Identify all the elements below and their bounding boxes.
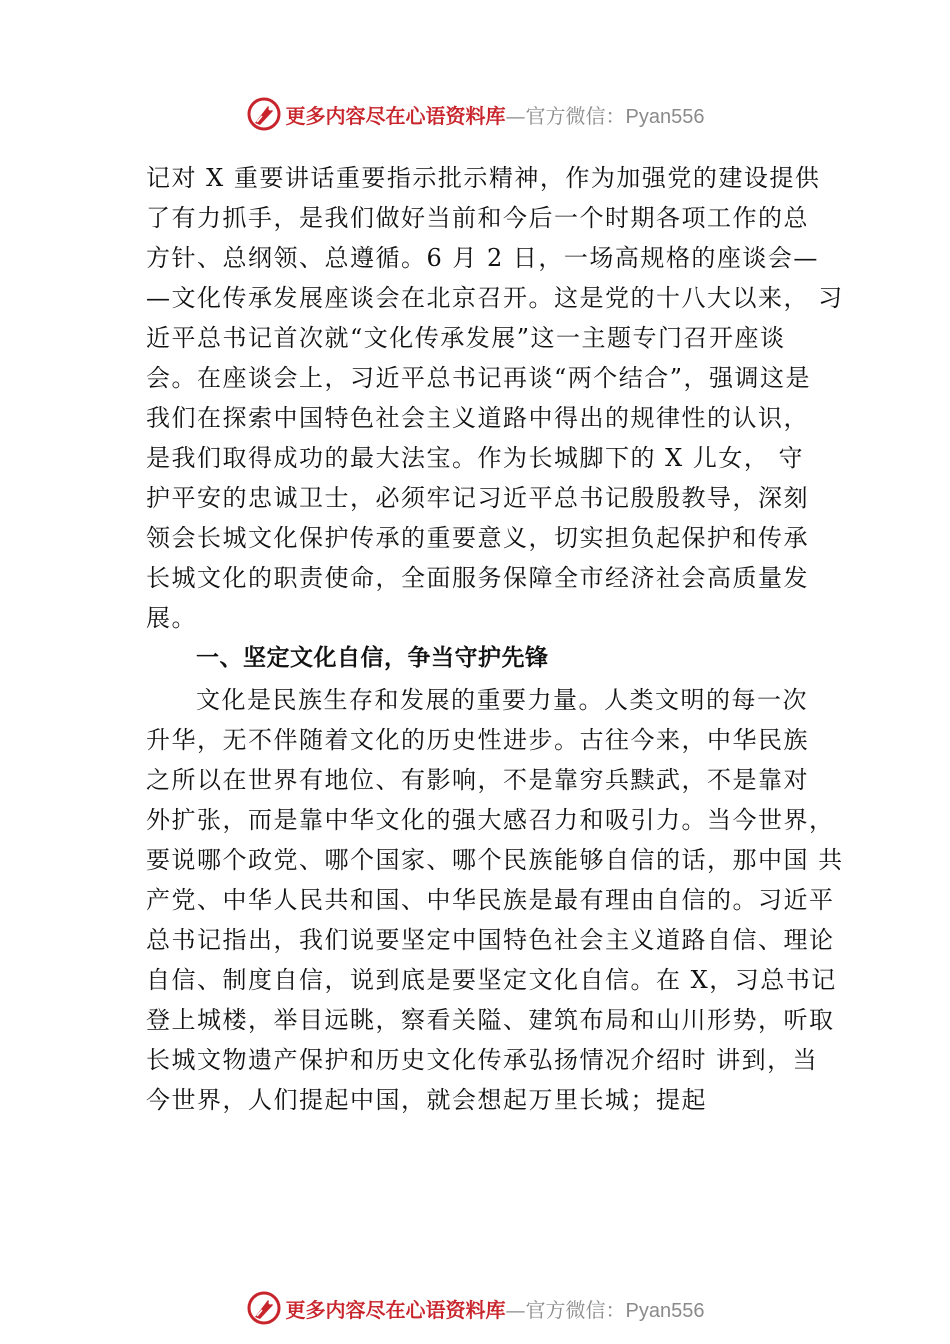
paragraph-line: 记对 X 重要讲话重要指示批示精神，作为加强党的建设提供 <box>146 164 821 192</box>
paragraph-line: 长城文化的职责使命，全面服务保障全市经济社会高质量发 <box>146 564 809 592</box>
paragraph-line: 之所以在世界有地位、有影响，不是靠穷兵黩武，不是靠对 <box>146 766 809 794</box>
paragraph-line: 升华，无不伴随着文化的历史性进步。古往今来，中华民族 <box>146 726 809 754</box>
header-label: 官方微信： <box>525 103 626 128</box>
section-heading: 一、坚定文化自信，争当守护先锋 <box>196 645 549 671</box>
pen-nib-logo-icon <box>246 96 282 132</box>
footer-account: Pyan556 <box>625 1299 705 1322</box>
header-text <box>286 100 705 129</box>
paragraph-line: 是我们取得成功的最大法宝。作为长城脚下的 X 儿女， 守 <box>146 444 804 472</box>
paragraph-line: 要说哪个政党、哪个国家、哪个民族能够自信的话，那中国 共 <box>146 846 844 874</box>
paragraph-line: 方针、总纲领、总遵循。6 月 2 日，一场高规格的座谈会— <box>146 244 819 272</box>
header-dash: — <box>505 103 526 128</box>
paragraph-line: 自信、制度自信，说到底是要坚定文化自信。在 X，习总书记 <box>146 966 837 994</box>
paragraph-line: 外扩张，而是靠中华文化的强大感召力和吸引力。当今世界， <box>146 806 835 834</box>
paragraph-line: 总书记指出，我们说要坚定中国特色社会主义道路自信、理论 <box>146 926 835 954</box>
paragraph-line: 登上城楼，举目远眺，察看关隘、建筑布局和山川形势，听取 <box>146 1006 835 1034</box>
pen-nib-logo-icon <box>246 1290 282 1326</box>
paragraph-line: 会。在座谈会上，习近平总书记再谈“两个结合”，强调这是 <box>146 364 812 392</box>
footer-text <box>286 1294 705 1323</box>
header-brand: 更多内容尽在心语资料库 <box>285 103 506 128</box>
paragraph-line: 长城文物遗产保护和历史文化传承弘扬情况介绍时 讲到，当 <box>146 1046 819 1074</box>
paragraph-line: 文化是民族生存和发展的重要力量。人类文明的每一次 <box>196 686 808 714</box>
paragraph-line: 护平安的忠诚卫士，必须牢记习近平总书记殷殷教导，深刻 <box>146 484 809 512</box>
header-banner <box>0 94 950 134</box>
paragraph-line: 我们在探索中国特色社会主义道路中得出的规律性的认识， <box>146 404 809 432</box>
footer-brand: 更多内容尽在心语资料库 <box>285 1297 506 1322</box>
paragraph-line: 展。 <box>146 604 197 632</box>
paragraph-line: —文化传承发展座谈会在北京召开。这是党的十八大以来， 习 <box>146 284 844 312</box>
paragraph-line: 了有力抓手，是我们做好当前和今后一个时期各项工作的总 <box>146 204 809 232</box>
paragraph-line: 今世界，人们提起中国，就会想起万里长城；提起 <box>146 1086 707 1114</box>
paragraph-line: 近平总书记首次就“文化传承发展”这一主题专门召开座谈 <box>146 324 786 352</box>
paragraph-line: 领会长城文化保护传承的重要意义，切实担负起保护和传承 <box>146 524 809 552</box>
footer-dash: — <box>505 1297 526 1322</box>
paragraph-line: 产党、中华人民共和国、中华民族是最有理由自信的。习近平 <box>146 886 835 914</box>
footer-banner <box>0 1288 950 1328</box>
footer-label: 官方微信： <box>525 1297 626 1322</box>
header-account: Pyan556 <box>625 105 705 128</box>
